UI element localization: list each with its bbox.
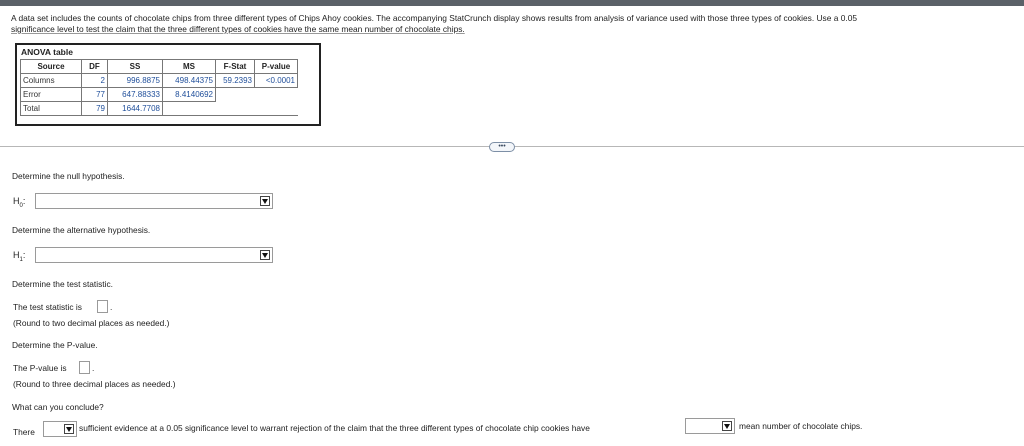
period: . bbox=[92, 363, 95, 373]
col-header-pvalue: P-value bbox=[255, 60, 298, 74]
evidence-dropdown[interactable] bbox=[43, 421, 77, 437]
h0-letter: H bbox=[13, 196, 20, 206]
table-row bbox=[21, 88, 298, 102]
problem-line-1: A data set includes the counts of chocolate chips from three different types of Chips Ahoy cookies. The accompanying StatCrunch display shows results from analysis of variance used with those three types of cookies. Use a 0.05 bbox=[11, 13, 858, 23]
test-statistic-text: The test statistic is bbox=[13, 302, 82, 312]
chevron-down-icon[interactable] bbox=[722, 421, 732, 431]
cell-ss: 647.88333 bbox=[108, 88, 163, 102]
anova-table bbox=[20, 59, 298, 116]
cell-df: 2 bbox=[82, 74, 108, 88]
alternative-hypothesis-prompt: Determine the alternative hypothesis. bbox=[12, 225, 151, 235]
table-row bbox=[21, 102, 298, 116]
cell-empty bbox=[255, 88, 298, 102]
mean-dropdown[interactable] bbox=[685, 418, 735, 434]
cell-ms: 8.4140692 bbox=[163, 88, 216, 102]
col-header-df: DF bbox=[82, 60, 108, 74]
cell-source: Error bbox=[21, 88, 82, 102]
test-statistic-input[interactable] bbox=[97, 300, 108, 313]
null-hypothesis-dropdown[interactable] bbox=[35, 193, 273, 209]
alternative-hypothesis-dropdown[interactable] bbox=[35, 247, 273, 263]
h1-letter: H bbox=[13, 250, 20, 260]
chevron-down-icon[interactable] bbox=[260, 196, 270, 206]
cell-ss: 996.8875 bbox=[108, 74, 163, 88]
cell-empty bbox=[216, 102, 255, 116]
more-button[interactable]: ••• bbox=[489, 142, 515, 152]
cell-ss: 1644.7708 bbox=[108, 102, 163, 116]
there-label: There bbox=[13, 427, 35, 437]
cell-empty bbox=[255, 102, 298, 116]
anova-table-box bbox=[15, 43, 321, 126]
h1-subscript: 1 bbox=[19, 256, 23, 263]
null-hypothesis-prompt: Determine the null hypothesis. bbox=[12, 171, 125, 181]
h0-subscript: 0 bbox=[19, 202, 23, 209]
p-value-input[interactable] bbox=[79, 361, 90, 374]
p-value-text: The P-value is bbox=[13, 363, 67, 373]
h1-label: $H_1$: bbox=[13, 250, 26, 263]
col-header-source: Source bbox=[21, 60, 82, 74]
cell-ms: 498.44375 bbox=[163, 74, 216, 88]
chevron-down-icon[interactable] bbox=[64, 424, 74, 434]
anova-header-row bbox=[21, 60, 298, 74]
col-header-ss: SS bbox=[108, 60, 163, 74]
h0-label: $H_0$: bbox=[13, 196, 26, 209]
col-header-fstat: F-Stat bbox=[216, 60, 255, 74]
period: . bbox=[110, 302, 113, 312]
cell-source: Columns bbox=[21, 74, 82, 88]
cell-df: 77 bbox=[82, 88, 108, 102]
conclusion-prompt: What can you conclude? bbox=[12, 402, 104, 412]
mean-statement: mean number of chocolate chips. bbox=[739, 421, 863, 431]
cell-fstat: 59.2393 bbox=[216, 74, 255, 88]
p-value-prompt: Determine the P-value. bbox=[12, 340, 98, 350]
chevron-down-icon[interactable] bbox=[260, 250, 270, 260]
test-statistic-prompt: Determine the test statistic. bbox=[12, 279, 114, 289]
evidence-statement: sufficient evidence at a 0.05 significance level to warrant rejection of the claim that the three different types of chocolate chip cookies have bbox=[79, 423, 590, 433]
p-value-rounding-note: (Round to three decimal places as needed.) bbox=[13, 379, 176, 389]
problem-line-2: significance level to test the claim that the three different types of cookies have the same mean number of chocolate chips. bbox=[11, 24, 465, 34]
anova-title: ANOVA table bbox=[21, 47, 73, 57]
cell-df: 79 bbox=[82, 102, 108, 116]
top-bar bbox=[0, 0, 1024, 6]
cell-pvalue: <0.0001 bbox=[255, 74, 298, 88]
test-statistic-rounding-note: (Round to two decimal places as needed.) bbox=[13, 318, 170, 328]
table-row bbox=[21, 74, 298, 88]
cell-empty bbox=[163, 102, 216, 116]
problem-statement bbox=[11, 13, 1016, 35]
cell-source: Total bbox=[21, 102, 82, 116]
cell-empty bbox=[216, 88, 255, 102]
col-header-ms: MS bbox=[163, 60, 216, 74]
